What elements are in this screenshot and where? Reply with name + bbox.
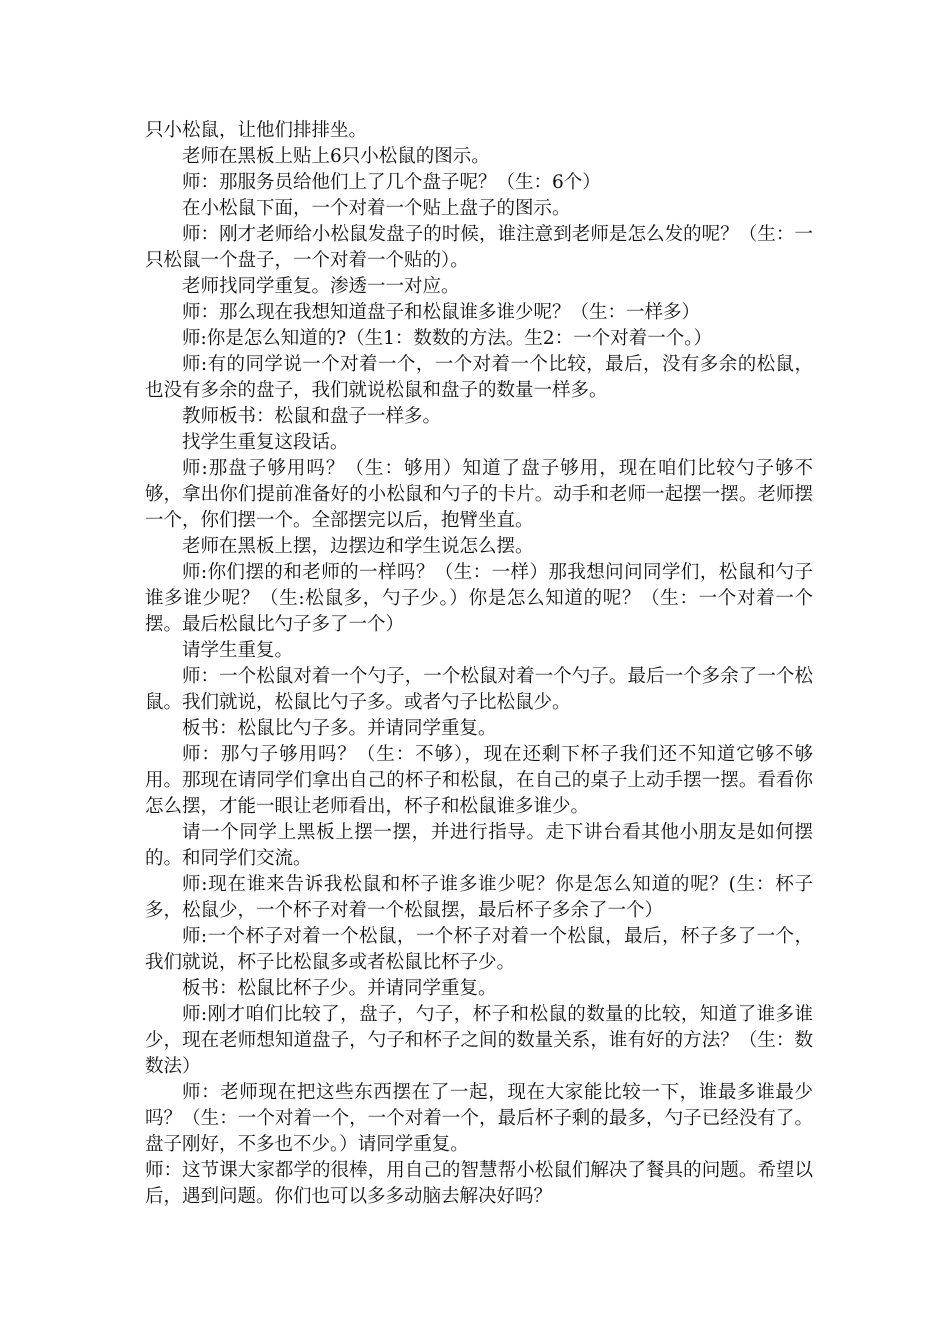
paragraph: 找学生重复这段话。 bbox=[182, 432, 349, 453]
paragraph: 师:你是怎么知道的?（生1：数数的方法。生2：一个对着一个。） bbox=[182, 328, 712, 349]
paragraph: 师:那盘子够用吗？（生：够用）知道了盘子够用，现在咱们比较勺子够不够，拿出你们提前准备好的小松鼠和勺子的卡片。动手和老师一起摆一摆。老师摆一个，你们摆一个。全部摆完以后，抱臂坐直。 bbox=[145, 458, 813, 531]
paragraph: 师：那服务员给他们上了几个盘子呢？（生：6个） bbox=[182, 172, 601, 193]
paragraph: 师:一个杯子对着一个松鼠，一个杯子对着一个松鼠，最后，杯子多了一个，我们就说，杯子比松鼠多或者松鼠比杯子少。 bbox=[145, 926, 813, 973]
paragraph: 师：那勺子够用吗？（生：不够），现在还剩下杯子我们还不知道它够不够用。那现在请同学们拿出自己的杯子和松鼠，在自己的桌子上动手摆一摆。看看你怎么摆，才能一眼让老师看出，杯子和松鼠谁多谁少。 bbox=[145, 744, 813, 817]
paragraph: 请一个同学上黑板上摆一摆，并进行指导。走下讲台看其他小朋友是如何摆的。和同学们交流。 bbox=[145, 822, 813, 869]
paragraph: 老师在黑板上贴上6只小松鼠的图示。 bbox=[182, 146, 490, 167]
paragraph: 师：刚才老师给小松鼠发盘子的时候，谁注意到老师是怎么发的呢？（生：一只松鼠一个盘子，一个对着一个贴的）。 bbox=[145, 224, 813, 271]
paragraph: 板书：松鼠比杯子少。并请同学重复。 bbox=[182, 978, 497, 999]
document-body bbox=[145, 118, 813, 1210]
paragraph: 师:刚才咱们比较了，盘子，勺子，杯子和松鼠的数量的比较，知道了谁多谁少，现在老师想知道盘子，勺子和杯子之间的数量关系，谁有好的方法？（生：数数法） bbox=[145, 1004, 813, 1077]
paragraph: 师：一个松鼠对着一个勺子，一个松鼠对着一个勺子。最后一个多余了一个松鼠。我们就说，松鼠比勺子多。或者勺子比松鼠少。 bbox=[145, 666, 813, 713]
paragraph: 只小松鼠，让他们排排坐。 bbox=[145, 120, 368, 141]
paragraph: 教师板书：松鼠和盘子一样多。 bbox=[182, 406, 442, 427]
paragraph: 在小松鼠下面，一个对着一个贴上盘子的图示。 bbox=[182, 198, 571, 219]
paragraph: 师：这节课大家都学的很棒，用自己的智慧帮小松鼠们解决了餐具的问题。希望以后，遇到问题。你们也可以多多动脑去解决好吗？ bbox=[145, 1160, 813, 1207]
paragraph: 老师找同学重复。渗透一一对应。 bbox=[182, 276, 460, 297]
paragraph: 板书：松鼠比勺子多。并请同学重复。 bbox=[182, 718, 497, 739]
paragraph: 老师在黑板上摆，边摆边和学生说怎么摆。 bbox=[182, 536, 534, 557]
paragraph: 师:有的同学说一个对着一个，一个对着一个比较，最后，没有多余的松鼠，也没有多余的盘子，我们就说松鼠和盘子的数量一样多。 bbox=[145, 354, 813, 401]
paragraph: 请学生重复。 bbox=[182, 640, 294, 661]
paragraph: 师：那么现在我想知道盘子和松鼠谁多谁少呢？（生：一样多） bbox=[182, 302, 701, 323]
paragraph: 师:你们摆的和老师的一样吗？（生：一样）那我想问问同学们，松鼠和勺子谁多谁少呢？（生:松鼠多，勺子少。）你是怎么知道的呢？（生：一个对着一个摆。最后松鼠比勺子多了一个） bbox=[145, 562, 813, 635]
paragraph: 师：老师现在把这些东西摆在了一起，现在大家能比较一下，谁最多谁最少吗？（生：一个对着一个，一个对着一个，最后杯子剩的最多，勺子已经没有了。盘子刚好，不多也不少。）请同学重复。 bbox=[145, 1082, 813, 1155]
paragraph: 师:现在谁来告诉我松鼠和杯子谁多谁少呢？你是怎么知道的呢？(生：杯子多，松鼠少，一个杯子对着一个松鼠摆，最后杯子多余了一个） bbox=[145, 874, 813, 921]
